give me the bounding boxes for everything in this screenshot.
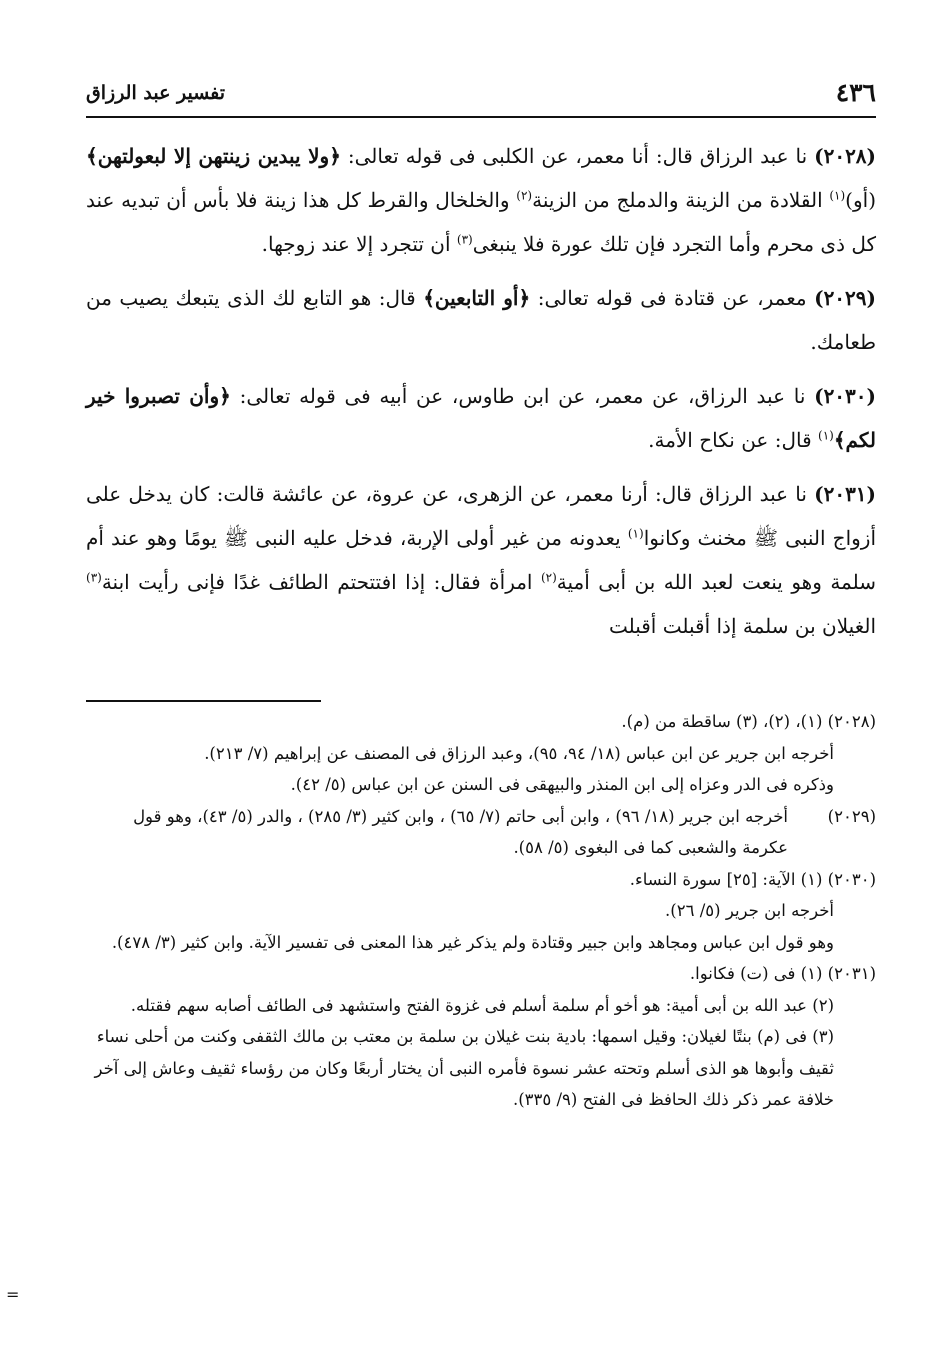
footnote-line: (٣) فى (م) بنتًا لغيلان: وقيل اسمها: بادية بنت غيلان بن سلمة بن معتب بن مالك الثقفى وكنت من أحلى نساء ثقيف وأبوها هو الذى أسلم وتحته عشر نسوة فأمره النبى أن يختار أربعًا وكان من رؤساء ثقيف وعاش إلى آخر خلافة عمر ذكر ذلك الحافظ فى الفتح (٩/ ٣٣٥). (94, 1027, 834, 1109)
continuation-mark: = (6, 1285, 20, 1304)
footnote-2029 (86, 801, 876, 864)
hadith-text: الغيلان بن سلمة إذا أقبلت أقبلت (608, 614, 876, 638)
quran-quote: ﴿ولا يبدين زينتهن إلا لبعولتهن﴾ (86, 144, 341, 168)
hadith-text: (أو) (845, 188, 876, 212)
footnote-line: أخرجه ابن جرير عن ابن عباس (١٨/ ٩٤، ٩٥)، وعبد الرزاق فى المصنف عن إبراهيم (٧/ ٢١٣). (204, 743, 834, 763)
footnote-line: (٢) عبد الله بن أبى أمية: هو أخو أم سلمة أسلم فى غزوة الفتح واستشهد فى الطائف أصابه سهم فقتله. (130, 995, 834, 1015)
footnote-ref: (١) (829, 188, 846, 203)
hadith-number: (٢٠٣١) (814, 482, 877, 506)
book-page (86, 78, 877, 1109)
footnote-ref: (١) (818, 428, 834, 443)
hadith-number: (٢٠٢٩) (814, 286, 876, 310)
hadith-text: يعدونه من غير أولى الإربة، فدخل عليه النبى ﷺ يومًا وهو عند أم سلمة وهو ينعت لعبد الله بن أبى أمية (86, 526, 877, 594)
footnote-label: (٢٠٢٩) (827, 806, 876, 826)
footnote-ref: (٢) (540, 570, 557, 585)
hadith-text: القلادة من الزينة والدملج من الزينة (532, 188, 823, 212)
footnote-text: أخرجه ابن جرير (١٨/ ٩٦) ، وابن أبى حاتم (٧/ ٦٥) ، وابن كثير (٣/ ٢٨٥) ، والدر (٥/ ٤٣)، وهو قول عكرمة والشعبى كما فى البغوى (٥/ ٥٨). (133, 806, 788, 857)
footnote-line: أخرجه ابن جرير (٥/ ٢٦). (665, 901, 834, 920)
footnote-2030 (86, 864, 876, 959)
footnote-2031 (86, 958, 876, 1116)
footnote-line: (٢٠٢٨) (١)، (٢)، (٣) ساقطة من (م). (621, 712, 876, 731)
footnote-line (86, 801, 876, 864)
hadith-text: نا عبد الرزاق قال: أرنا معمر، عن الزهرى، عن عروة، عن عائشة قالت: كان يدخل على أزواج النبى ﷺ مخنث وكانوا (86, 482, 877, 550)
hadith-2029 (86, 276, 876, 364)
hadith-text: نا عبد الرزاق، عن معمر، عن ابن طاوس، عن أبيه فى قوله تعالى: (239, 384, 806, 408)
page-header (86, 78, 876, 112)
quran-quote: ﴿وأن تصبروا خير لكم﴾ (86, 384, 876, 452)
main-text (86, 134, 876, 658)
footnote-ref: (٣) (456, 232, 473, 247)
footnote-line: وهو قول ابن عباس ومجاهد وابن جبير وقتادة ولم يذكر غير هذا المعنى فى تفسير الآية. وابن كثير (٣/ ٤٧٨). (111, 932, 834, 952)
page-number: ٤٣٦ (835, 78, 876, 107)
footnote-ref: (٢) (516, 188, 533, 203)
hadith-text: امرأة فقال: إذا افتتحتم الطائف غدًا فإنى رأيت ابنة (101, 570, 533, 594)
footnotes (86, 706, 876, 1116)
hadith-text: أن تتجرد إلا عند زوجها. (261, 232, 451, 256)
hadith-text: معمر، عن قتادة فى قوله تعالى: (537, 286, 807, 310)
hadith-text: والخلخال والقرط كل هذا زينة فلا بأس أن تبديه عند كل ذى محرم وأما التجرد فإن تلك عورة فلا ينبغى (86, 188, 876, 256)
hadith-text: نا عبد الرزاق قال: أنا معمر، عن الكلبى فى قوله تعالى: (347, 144, 808, 168)
footnote-rule (86, 700, 321, 702)
hadith-text: قال: عن نكاح الأمة. (648, 428, 812, 452)
footnote-line: (٢٠٣٠) (١) الآية: [٢٥] سورة النساء. (629, 869, 876, 889)
running-title: تفسير عبد الرزاق (86, 82, 226, 104)
footnote-ref: (٣) (86, 570, 102, 585)
header-rule (86, 116, 876, 118)
footnote-2028 (86, 706, 876, 801)
hadith-number: (٢٠٢٨) (814, 144, 877, 168)
hadith-2030 (86, 374, 876, 462)
hadith-number: (٢٠٣٠) (814, 384, 876, 408)
hadith-2028 (86, 134, 876, 266)
footnote-line: وذكره فى الدر وعزاه إلى ابن المنذر والبيهقى فى السنن عن ابن عباس (٥/ ٤٢). (290, 775, 834, 794)
quran-quote: ﴿أو التابعين﴾ (423, 286, 531, 310)
hadith-text: قال: هو التابع لك الذى يتبعك يصيب من طعامك. (86, 286, 876, 354)
footnote-ref: (١) (627, 526, 644, 541)
hadith-2031 (86, 472, 876, 648)
footnote-line: (٢٠٣١) (١) فى (ت) فكانوا. (689, 964, 876, 983)
